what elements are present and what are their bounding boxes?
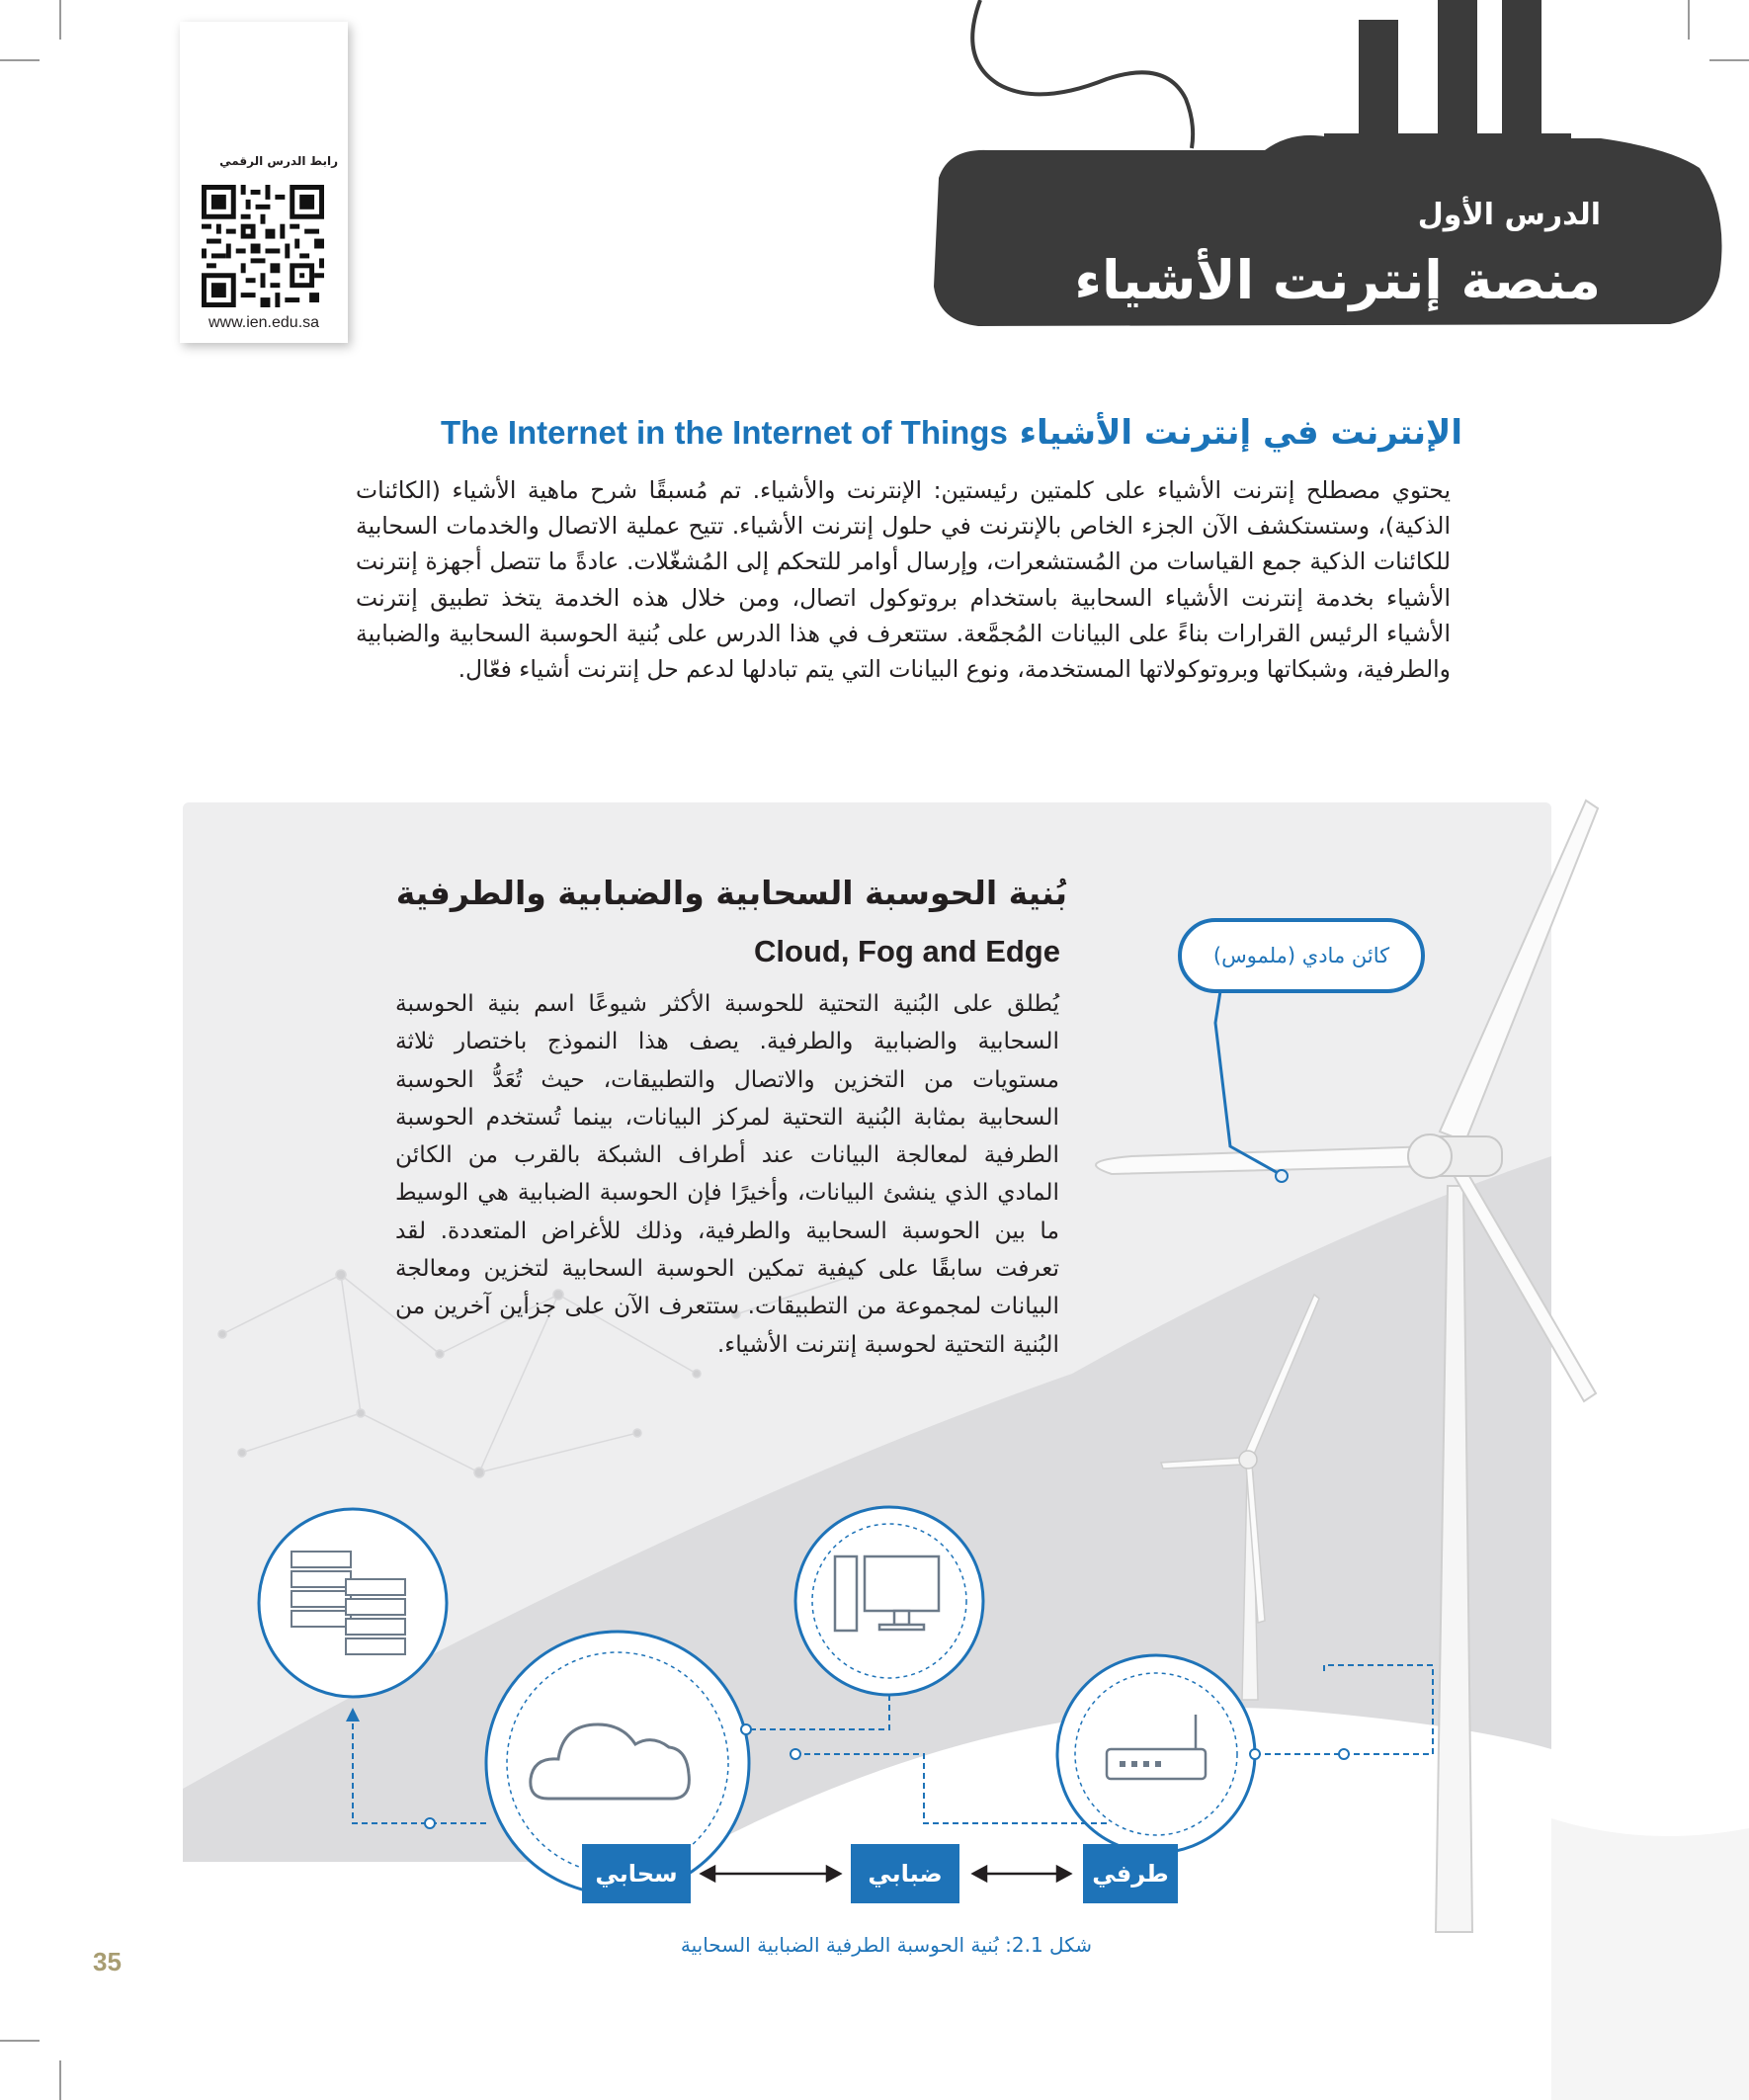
lesson-title: منصة إنترنت الأشياء (1074, 249, 1601, 311)
physical-object-callout (1178, 918, 1425, 993)
intro-paragraph: يحتوي مصطلح إنترنت الأشياء على كلمتين رئيستين: الإنترنت والأشياء. تم مُسبقًا شرح ماهية الأشياء (الكائنات الذكية)، وستستكشف الآن الجزء الخاص بالإنترنت في حلول إنترنت الأشياء. تتيح عملية الاتصال والخدمات السحابية للكائنات الذكية جمع القياسات من المُستشعرات، وإرسال أوامر للتحكم إلى المُشغّلات. عادةً ما تتصل أجهزة إنترنت الأشياء بخدمة إنترنت الأشياء السحابية باستخدام بروتوكول اتصال، ومن خلال هذه الخدمة يتخذ تطبيق إنترنت الأشياء الرئيس القرارات بناءً على البيانات المُجمَّعة. ستتعرف في هذا الدرس على بُنية الحوسبة السحابية والضبابية والطرفية، وشبكاتها وبروتوكولاتها المستخدمة، ونوع البيانات التي يتم تبادلها لدعم حل إنترنت أشياء فعّال. (356, 476, 1451, 684)
callout-label: كائن مادي (ملموس) (1212, 944, 1390, 967)
section-heading (336, 413, 1462, 453)
lesson-label: الدرس الأول (1417, 198, 1601, 232)
qr-url[interactable]: www.ien.edu.sa (208, 314, 320, 331)
crop-mark (0, 59, 40, 61)
level-label-fog: ضبابي (851, 1844, 959, 1903)
section-heading-en: The Internet in the Internet of Things (440, 414, 1008, 451)
figure-subheading-en: Cloud, Fog and Edge (754, 934, 1060, 968)
qr-code-icon[interactable] (202, 185, 324, 307)
level-label-cloud: سحابي (582, 1844, 691, 1903)
figure-caption: شكل 2.1: بُنية الحوسبة الطرفية الضبابية السحابية (680, 1933, 1092, 1957)
qr-card[interactable] (180, 22, 348, 343)
figure-body-text: يُطلق على البُنية التحتية للحوسبة الأكثر شيوعًا اسم بنية الحوسبة السحابية والضبابية والطرفية. يصف هذا النموذج باختصار ثلاثة مستويات من التخزين والاتصال والتطبيقات، حيث تُعَدُّ الحوسبة السحابية بمثابة البُنية التحتية لمركز البيانات، بينما تُستخدم الحوسبة الطرفية لمعالجة البيانات عند أطراف الشبكة بالقرب من الكائن المادي الذي ينشئ البيانات، وأخيرًا فإن الحوسبة الضبابية هي الوسيط ما بين الحوسبة السحابية والطرفية، وذلك للأغراض المتعددة. لقد تعرفت سابقًا على كيفية تمكين الحوسبة السحابية لتخزين ومعالجة البيانات لمجموعة من التطبيقات. ستتعرف الآن على جزأين آخرين من البُنية التحتية لحوسبة إنترنت الأشياء. (395, 990, 1059, 1358)
qr-label: رابط الدرس الرقمي (219, 154, 338, 168)
page-number: 35 (93, 1947, 122, 1976)
figure-subheading-ar: بُنية الحوسبة السحابية والضبابية والطرفية (395, 874, 1067, 912)
section-heading-ar: الإنترنت في إنترنت الأشياء (1019, 413, 1462, 453)
crop-mark (0, 2040, 40, 2042)
crop-mark (59, 2060, 61, 2100)
crop-mark (59, 0, 61, 40)
level-label-edge: طرفي (1083, 1844, 1178, 1903)
